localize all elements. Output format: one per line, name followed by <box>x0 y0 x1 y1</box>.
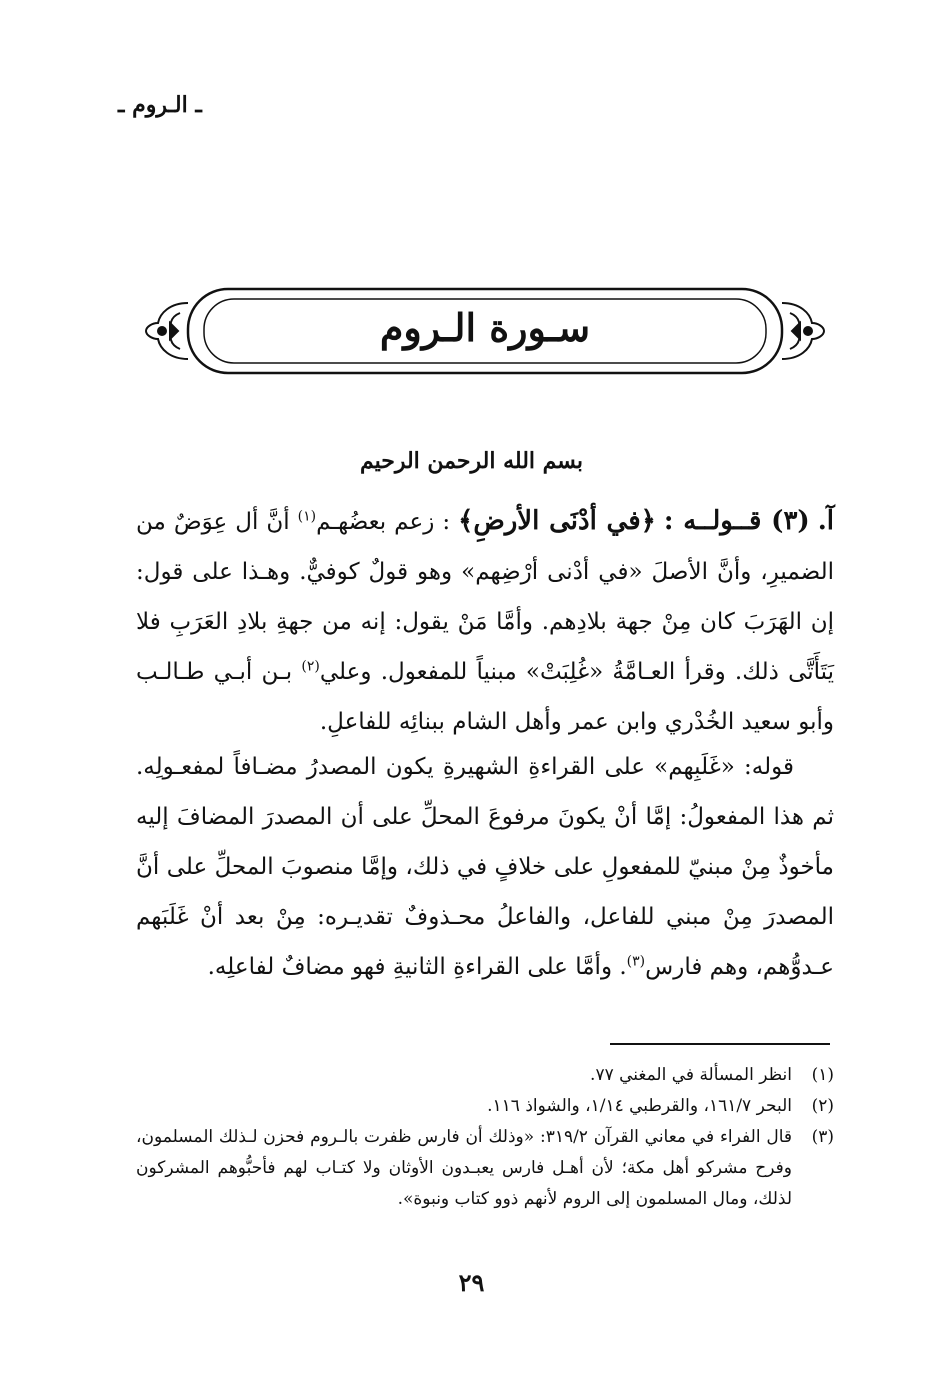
paragraph-2-text-b: . وأمَّا على القراءةِ الثانيةِ فهو مضافٌ لفاعلِه. <box>207 954 627 980</box>
paragraph-2-text-a: قوله: «غَلَبِهم» على القراءةِ الشهيرةِ يكون المصدرُ مضـافاً لمفعـولِه. ثم هذا المفعولُ: إمَّا أنْ يكونَ مرفوعَ المحلِّ على أن المصدرَ المضافَ إليه مأخوذٌ مِنْ مبنيّ للمفعولِ على خلافٍ في ذلك، وإمَّا منصوبَ المحلِّ على أنَّ المصدرَ مِنْ مبني للفاعل، والفاعلُ محـذوفٌ تقديـره: مِنْ بعد أنْ غَلَبَهم عـدوُّهم، وهم فارس <box>136 754 834 980</box>
footnote-text: قال الفراء في معاني القرآن ٣١٩/٢: «وذلك أن فارس ظفرت بالـروم فحزن لـذلك المسلمون، وفرح مشركو أهل مكة؛ لأن أهـل فارس يعبـدون الأوثان ولا كتـاب لهم فأحبُّوهم المشركون لذلك، ومال المسلمون إلى الروم لأنهم ذوو كتاب ونبوة». <box>136 1127 792 1209</box>
surah-title-frame <box>140 283 830 379</box>
paragraph-1-text-c: بـن أبـي طـالـب وأبو سعيد الخُدْري وابن عمر وأهل الشام ببنائِه للفاعلِ. <box>136 659 834 735</box>
footnote-ref-2: (٢) <box>301 658 320 675</box>
paragraph-1 <box>136 496 834 747</box>
verse-label: (٣) قــولــه : <box>663 506 810 536</box>
paragraph-2 <box>136 742 834 992</box>
footnotes <box>136 1060 834 1215</box>
footnote-item <box>136 1091 834 1122</box>
paragraph-1-text-a: : زعم بعضُهـم <box>316 509 451 535</box>
section-marker: آ. <box>817 506 835 536</box>
page-number: ٢٩ <box>458 1268 485 1297</box>
footnote-divider <box>610 1043 830 1045</box>
surah-title: سـورة الـروم <box>379 305 591 350</box>
basmala: بسم الله الرحمن الرحيم <box>359 448 584 474</box>
footnote-number: (١) <box>811 1065 834 1085</box>
paragraph-1-text-b: أنَّ أل عِوَضٌ من الضميرِ، وأنَّ الأصلَ «في أدْنى أرْضِهم» وهو قولٌ كوفيٌّ. وهـذا على قول: إن الهَرَبَ كان مِنْ جهة بلادِهم. وأمَّا مَنْ يقول: إنه من جهةِ بلادِ العَرَبِ فلا يَتَأَتَّى ذلك. وقرأ العـامَّةُ «غُلِبَتْ» مبنياً للمفعول. وعلي <box>136 509 835 685</box>
footnote-text: البحر ١٦١/٧، والقرطبي ١/١٤، والشواذ ١١٦. <box>487 1096 792 1116</box>
running-header: ـ الـروم ـ <box>118 92 202 118</box>
quran-quote: ﴿في أدْنَى الأرضِ﴾ <box>458 506 656 536</box>
footnote-item <box>136 1122 834 1215</box>
footnote-number: (٣) <box>811 1127 834 1147</box>
footnote-ref-1: (١) <box>297 508 317 525</box>
footnote-ref-3: (٣) <box>626 953 646 970</box>
footnote-text: انظر المسألة في المغني ٧٧. <box>590 1065 792 1085</box>
footnote-item <box>136 1060 834 1091</box>
footnote-number: (٢) <box>811 1096 834 1116</box>
